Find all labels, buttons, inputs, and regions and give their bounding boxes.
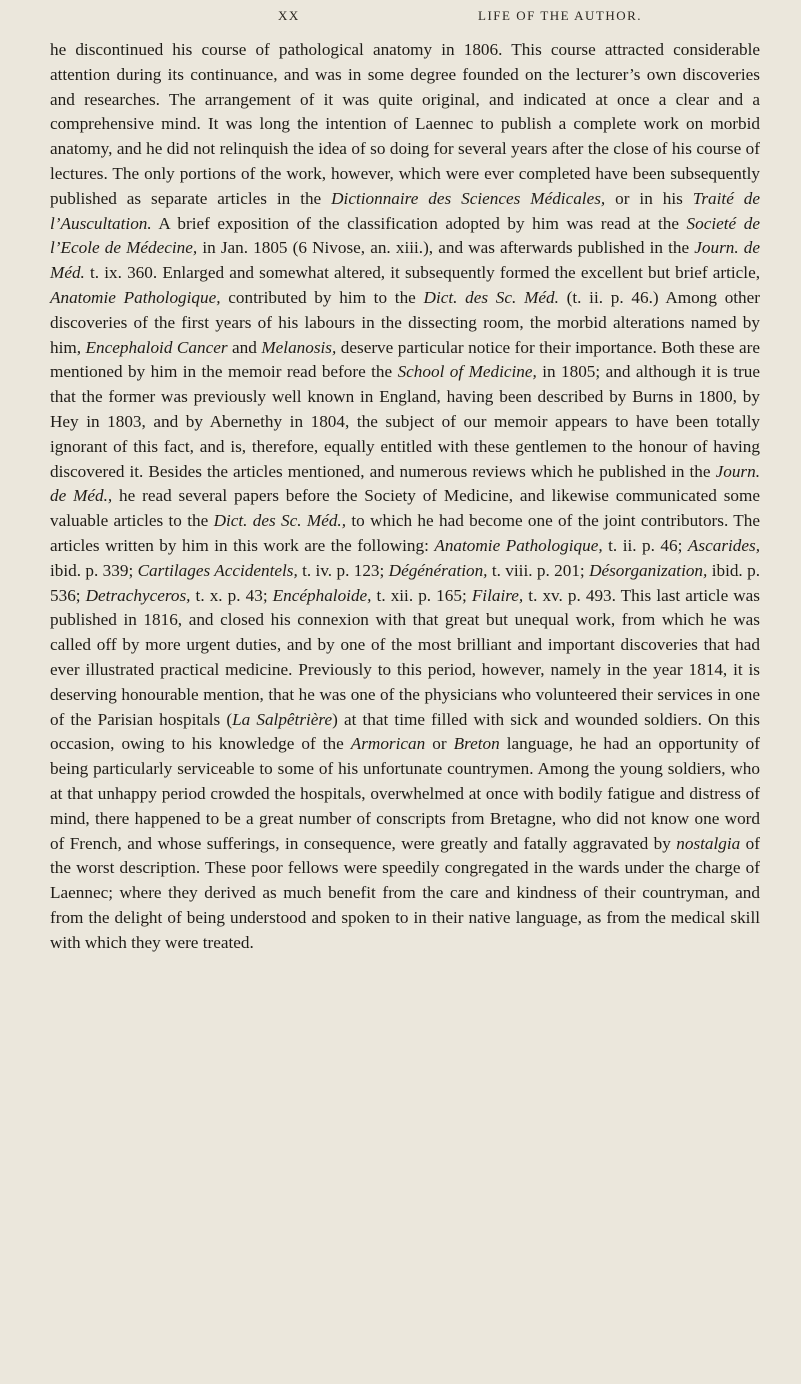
- page-number: XX: [278, 8, 300, 23]
- italic-title: Breton: [453, 734, 500, 754]
- italic-title: Traité de l’Auscultation.: [50, 188, 760, 233]
- paragraph: [50, 38, 760, 955]
- text-run: A brief exposition of the classification adopted by him was read at the: [151, 213, 687, 233]
- text-run: contributed by him to the: [220, 287, 424, 307]
- text-run: and: [227, 337, 262, 357]
- italic-title: Encéphaloide,: [272, 585, 372, 605]
- text-run: of the worst description. These poor fellows were speedily congregated in the wards under the charge of Laennec; where they derived as much benefit from the care and kindness of their countryman, and from the delight of being understood and spoken to in their native language, as from the medical skill with which they were treated.: [50, 833, 760, 952]
- italic-title: Cartilages Accidentels,: [137, 560, 298, 580]
- italic-title: Societé de l’Ecole de Médecine,: [50, 213, 760, 258]
- italic-title: nostalgia: [676, 833, 741, 853]
- italic-title: La Salpêtrière: [232, 709, 333, 729]
- text-run: t. xv. p. 493. This last article was published in 1816, and closed his connexion with that great but unequal work, from which he was called off by more urgent duties, and by one of the most brilliant and important discoveries that had ever illustrated practical medicine. Previously to this period, however, namely in the year 1814, it is deserving honourable mention, that he was one of the physicians who volunteered their services in one of the Parisian hospitals (: [50, 585, 760, 729]
- text-run: t. ii. p. 46;: [602, 535, 688, 555]
- italic-title: Dégénération,: [388, 560, 488, 580]
- running-title: LIFE OF THE AUTHOR.: [478, 8, 643, 23]
- italic-title: Désorganization,: [589, 560, 708, 580]
- italic-title: Anatomie Pathologique,: [434, 535, 603, 555]
- text-run: ibid. p. 339;: [50, 560, 138, 580]
- text-run: (t. ii. p. 46.) Among other discoveries of the first years of his labours in the dissecting room, the morbid alterations named by him,: [50, 287, 761, 357]
- text-run: he discontinued his course of pathological anatomy in 1806. This course attracted considerable attention during its continuance, and was in some degree founded on the lecturer’s own discoveries and researches. The arrangement of it was quite original, and indicated at once a clear and a comprehensive mind. It was long the intention of Laennec to publish a complete work on morbid anatomy, and he did not relinquish the idea of so doing for several years after the close of his course of lectures. The only portions of the work, however, which were ever completed have been subsequently published as separate articles in the: [50, 40, 760, 208]
- italic-title: Journ. de Méd.,: [50, 461, 760, 506]
- text-run: t. xii. p. 165;: [371, 585, 472, 605]
- text-run: deserve particular notice for their importance. Both these are mentioned by him in the memoir read before the: [50, 337, 760, 382]
- italic-title: Journ. de Méd.: [50, 238, 760, 283]
- text-run: or: [425, 734, 454, 754]
- text-run: t. iv. p. 123;: [297, 560, 389, 580]
- italic-title: School of Medicine,: [397, 362, 537, 382]
- text-run: ) at that time filled with sick and wounded soldiers. On this occasion, owing to his knowledge of the: [50, 709, 760, 754]
- text-run: or in his: [605, 188, 693, 208]
- italic-title: Filaire,: [471, 585, 524, 605]
- italic-title: Ascarides,: [687, 535, 760, 555]
- italic-title: Dict. des Sc. Méd.: [423, 287, 559, 307]
- text-run: t. x. p. 43;: [190, 585, 273, 605]
- italic-title: Armorican: [350, 734, 426, 754]
- text-run: in Jan. 1805 (6 Nivose, an. xiii.), and was afterwards published in the: [197, 238, 695, 258]
- text-run: in 1805; and although it is true that the former was previously well known in England, having been described by Burns in 1800, by Hey in 1803, and by Abernethy in 1804, the subject of our memoir appears to have been totally ignorant of this fact, and is, therefore, equally entitled with these gentlemen to the honour of having discovered it. Besides the articles mentioned, and numerous reviews which he published in the: [50, 362, 760, 481]
- italic-title: Anatomie Pathologique,: [50, 287, 221, 307]
- body-text: [50, 38, 760, 955]
- page-header: [278, 0, 748, 24]
- text-run: t. viii. p. 201;: [487, 560, 590, 580]
- text-run: he read several papers before the Society of Medicine, and likewise communicated some valuable articles to the: [50, 486, 760, 531]
- italic-title: Melanosis,: [261, 337, 337, 357]
- text-run: ibid. p. 536;: [50, 560, 760, 605]
- italic-title: Dictionnaire des Sciences Médicales,: [331, 188, 606, 208]
- text-run: language, he had an opportunity of being particularly serviceable to some of his unfortunate countrymen. Among the young soldiers, who at that unhappy period crowded the hospitals, overwhelmed at once with bodily fatigue and distress of mind, there happened to be a great number of conscripts from Bretagne, who did not know one word of French, and whose sufferings, in consequence, were greatly and fatally aggravated by: [50, 734, 760, 853]
- italic-title: Dict. des Sc. Méd.,: [213, 511, 347, 531]
- italic-title: Encephaloid Cancer: [85, 337, 228, 357]
- text-run: to which he had become one of the joint contributors. The articles written by him in this work are the following:: [50, 511, 761, 555]
- text-run: t. ix. 360. Enlarged and somewhat altered, it subsequently formed the excellent but brief article,: [84, 263, 760, 283]
- italic-title: Detrachyceros,: [85, 585, 191, 605]
